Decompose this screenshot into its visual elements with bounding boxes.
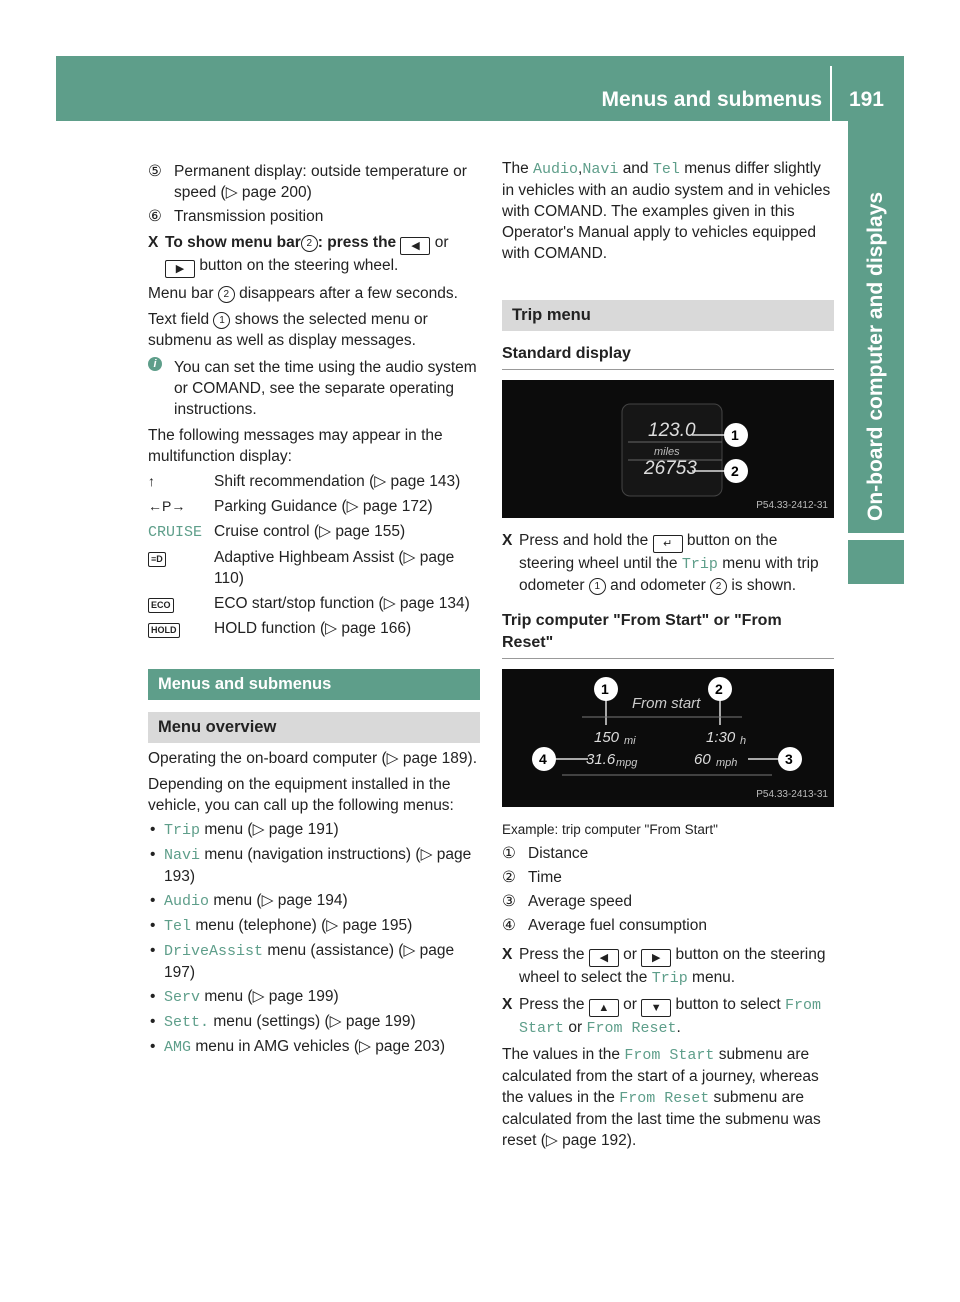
legend-item bbox=[502, 891, 834, 912]
submenu-label: From start bbox=[632, 695, 701, 712]
text: Press and hold the bbox=[519, 532, 649, 549]
step-select-submenu bbox=[502, 994, 834, 1039]
right-arrow-key-icon: ▶ bbox=[165, 260, 195, 278]
menu-name: DriveAssist bbox=[164, 943, 264, 960]
right-column bbox=[502, 158, 834, 1151]
menu-name: From Reset bbox=[619, 1090, 710, 1107]
side-tab-marker bbox=[848, 540, 904, 584]
figure-legend bbox=[502, 843, 834, 936]
menu-name: Trip bbox=[651, 970, 688, 987]
left-column bbox=[148, 158, 480, 1058]
callout-1-icon: 1 bbox=[589, 578, 606, 595]
text: or bbox=[623, 996, 637, 1013]
left-arrow-key-icon: ◀ bbox=[589, 949, 619, 967]
indicator-symbol-icon: HOLD bbox=[148, 623, 180, 638]
text: or bbox=[623, 946, 637, 963]
step-marker: X bbox=[502, 532, 513, 549]
text: Menu bar bbox=[148, 285, 214, 302]
back-key-icon: ↵ bbox=[653, 535, 683, 553]
heading-standard-display: Standard display bbox=[502, 343, 834, 370]
legend-marker: ⑥ bbox=[148, 208, 162, 225]
menu-name: Trip bbox=[681, 556, 718, 573]
unit-label: miles bbox=[654, 446, 680, 458]
values-text bbox=[502, 1044, 834, 1151]
text: is shown. bbox=[731, 577, 797, 594]
text: disappears after a few seconds. bbox=[239, 285, 458, 302]
menu-description: menu (assistance) (▷ page 197) bbox=[164, 942, 455, 981]
callout-1-label: 1 bbox=[731, 427, 739, 443]
section-heading: Menus and submenus bbox=[148, 669, 480, 700]
menu-name: Navi bbox=[582, 161, 619, 178]
step-colon: : press the bbox=[317, 234, 397, 251]
menu-description: menu (▷ page 191) bbox=[204, 821, 339, 838]
message-text: HOLD function (▷ page 166) bbox=[214, 620, 412, 637]
callout-2-icon: 2 bbox=[218, 286, 235, 303]
text: or bbox=[568, 1019, 583, 1036]
following-messages: The following messages may appear in the multifunction display: bbox=[148, 427, 443, 465]
legend-text: Average speed bbox=[528, 893, 632, 910]
callout-4-label: 4 bbox=[539, 751, 547, 767]
speed-value: 60 bbox=[694, 751, 711, 768]
text: shows the selected menu or submenu as well as display messages. bbox=[148, 311, 428, 349]
callout-2-label: 2 bbox=[715, 681, 723, 697]
legend-text: Time bbox=[528, 869, 562, 886]
text: The bbox=[502, 160, 529, 177]
legend-text: Distance bbox=[528, 845, 589, 862]
info-icon: i bbox=[148, 357, 162, 371]
menu-name: Serv bbox=[164, 989, 201, 1006]
intro-text bbox=[502, 158, 834, 264]
legend-marker: ④ bbox=[502, 917, 516, 934]
page-number: 191 bbox=[848, 88, 884, 111]
callout-2-icon: 2 bbox=[301, 235, 318, 252]
info-text: You can set the time using the audio system or COMAND, see the separate operating instructions. bbox=[174, 359, 477, 418]
legend-item bbox=[502, 915, 834, 936]
menu-description: menu (telephone) (▷ page 195) bbox=[195, 917, 413, 934]
distance-value: 150 bbox=[594, 729, 620, 746]
indicator-symbol-icon: ECO bbox=[148, 598, 174, 613]
step-text: or bbox=[434, 234, 449, 251]
message-row bbox=[148, 593, 480, 614]
legend-text: Average fuel consumption bbox=[528, 917, 707, 934]
text: submenu are calculated from the last time the submenu was reset (▷ page 192). bbox=[502, 1089, 821, 1149]
message-text: Shift recommendation (▷ page 143) bbox=[214, 473, 461, 490]
message-row bbox=[148, 618, 480, 639]
time-unit: h bbox=[740, 735, 747, 747]
message-row bbox=[148, 521, 480, 543]
menu-list-item bbox=[148, 986, 480, 1008]
legend-marker: ② bbox=[502, 869, 516, 886]
menu-description: menu (settings) (▷ page 199) bbox=[213, 1013, 416, 1030]
header-divider bbox=[830, 66, 832, 121]
menu-name: Trip bbox=[164, 822, 201, 839]
text: menu. bbox=[692, 969, 736, 986]
text: , bbox=[578, 160, 583, 177]
menu-name: From Start bbox=[624, 1047, 715, 1064]
legend-item bbox=[502, 843, 834, 864]
text: and odometer bbox=[610, 577, 706, 594]
consumption-value: 31.6 bbox=[586, 751, 616, 768]
legend-marker: ① bbox=[502, 845, 516, 862]
legend-item-5 bbox=[148, 161, 480, 203]
menu-name: AMG bbox=[164, 1039, 192, 1056]
step-text: button on the steering wheel. bbox=[199, 257, 399, 274]
text-field-note bbox=[148, 309, 480, 351]
legend-marker: ③ bbox=[502, 893, 516, 910]
text: menus differ slightly in vehicles with an audio system and in vehicles with COMAND. The examples given in this Operator's Manual apply to vehicles equipped with COMAND. bbox=[502, 160, 831, 262]
message-text: Cruise control (▷ page 155) bbox=[214, 523, 406, 540]
text: The values in the bbox=[502, 1046, 621, 1063]
menu-description: menu (navigation instructions) (▷ page 193) bbox=[164, 846, 472, 885]
image-code: P54.33-2413-31 bbox=[756, 789, 828, 800]
text: and bbox=[622, 160, 649, 177]
menu-list bbox=[148, 819, 480, 1058]
message-list bbox=[148, 471, 480, 639]
menu-bar-note bbox=[148, 283, 480, 304]
time-value: 1:30 bbox=[706, 729, 736, 746]
menu-name: Sett. bbox=[164, 1014, 210, 1031]
callout-2-icon: 2 bbox=[710, 578, 727, 595]
indicator-symbol-icon: ↑ bbox=[148, 473, 155, 489]
message-text: Adaptive Highbeam Assist (▷ page 110) bbox=[214, 549, 455, 587]
step-marker: X bbox=[148, 234, 159, 251]
legend-item-6 bbox=[148, 206, 480, 227]
step-marker: X bbox=[502, 946, 513, 963]
odometer-value: 26753 bbox=[644, 458, 697, 479]
side-tab-label: On-board computer and displays bbox=[864, 191, 887, 521]
operating-text: Operating the on-board computer (▷ page 189). bbox=[148, 750, 478, 767]
side-tab bbox=[848, 121, 904, 533]
menu-list-item bbox=[148, 819, 480, 841]
header-title: Menus and submenus bbox=[601, 88, 822, 111]
indicator-symbol-icon: ≡D bbox=[148, 552, 166, 567]
step-title: To show menu bar bbox=[165, 234, 301, 251]
menu-description: menu (▷ page 199) bbox=[204, 988, 339, 1005]
image-code: P54.33-2412-31 bbox=[756, 500, 828, 511]
message-row bbox=[148, 547, 480, 589]
menu-list-item bbox=[148, 844, 480, 887]
consumption-unit: mpg bbox=[616, 757, 638, 769]
standard-display-image bbox=[502, 380, 834, 518]
message-text: ECO start/stop function (▷ page 134) bbox=[214, 595, 470, 612]
text: Press the bbox=[519, 946, 585, 963]
menu-list-item bbox=[148, 940, 480, 983]
callout-1-label: 1 bbox=[601, 681, 609, 697]
subsection-heading: Menu overview bbox=[148, 712, 480, 743]
menu-description: menu (▷ page 194) bbox=[213, 892, 348, 909]
distance-unit: mi bbox=[624, 735, 636, 747]
menu-name: From Start bbox=[519, 997, 821, 1037]
legend-item bbox=[502, 867, 834, 888]
text: button to select bbox=[675, 996, 781, 1013]
text: Press the bbox=[519, 996, 585, 1013]
callout-1-icon: 1 bbox=[213, 312, 230, 329]
down-arrow-key-icon: ▼ bbox=[641, 999, 671, 1017]
step-show-menu-bar bbox=[148, 232, 480, 278]
figure-caption: Example: trip computer "From Start" bbox=[502, 822, 718, 837]
text: Text field bbox=[148, 311, 210, 328]
message-row bbox=[148, 471, 480, 492]
right-arrow-key-icon: ▶ bbox=[641, 949, 671, 967]
legend-text: Transmission position bbox=[174, 208, 324, 225]
cruise-indicator-icon: CRUISE bbox=[148, 524, 203, 541]
menu-name: Audio bbox=[533, 161, 579, 178]
text: . bbox=[676, 1019, 681, 1036]
menu-name: Navi bbox=[164, 847, 201, 864]
callout-2-label: 2 bbox=[731, 463, 739, 479]
trip-odometer-value: 123.0 bbox=[648, 420, 696, 441]
depending-text: Depending on the equipment installed in the vehicle, you can call up the following menus: bbox=[148, 776, 454, 814]
menu-list-item bbox=[148, 890, 480, 912]
message-text: Parking Guidance (▷ page 172) bbox=[214, 498, 433, 515]
step-select-trip bbox=[502, 944, 834, 989]
text: button on the steering wheel until the bbox=[519, 532, 778, 572]
legend-marker: ⑤ bbox=[148, 163, 162, 180]
page-header bbox=[56, 56, 904, 121]
up-arrow-key-icon: ▲ bbox=[589, 999, 619, 1017]
trip-computer-image bbox=[502, 669, 834, 807]
left-arrow-key-icon: ◀ bbox=[400, 237, 430, 255]
menu-name: From Reset bbox=[586, 1020, 677, 1037]
menu-name: Tel bbox=[164, 918, 192, 935]
menu-name: Tel bbox=[652, 161, 680, 178]
menu-list-item bbox=[148, 1011, 480, 1033]
text: button on the steering wheel to select the bbox=[519, 946, 826, 986]
heading-trip-computer: Trip computer "From Start" or "From Reset" bbox=[502, 610, 834, 659]
step-marker: X bbox=[502, 996, 513, 1013]
menu-name: Audio bbox=[164, 893, 210, 910]
callout-3-label: 3 bbox=[785, 751, 793, 767]
step-hold-back bbox=[502, 530, 834, 596]
text: menu with trip odometer bbox=[519, 555, 819, 594]
legend-text: Permanent display: outside temperature or speed (▷ page 200) bbox=[174, 163, 467, 201]
message-row bbox=[148, 496, 480, 517]
info-note bbox=[148, 357, 480, 420]
menu-list-item bbox=[148, 915, 480, 937]
subsection-heading: Trip menu bbox=[502, 300, 834, 331]
menu-description: menu in AMG vehicles (▷ page 203) bbox=[195, 1038, 446, 1055]
indicator-symbol-icon: ←P→ bbox=[148, 498, 186, 514]
text: submenu are calculated from the start of a journey, whereas the values in the bbox=[502, 1046, 819, 1106]
menu-list-item bbox=[148, 1036, 480, 1058]
speed-unit: mph bbox=[716, 757, 738, 769]
